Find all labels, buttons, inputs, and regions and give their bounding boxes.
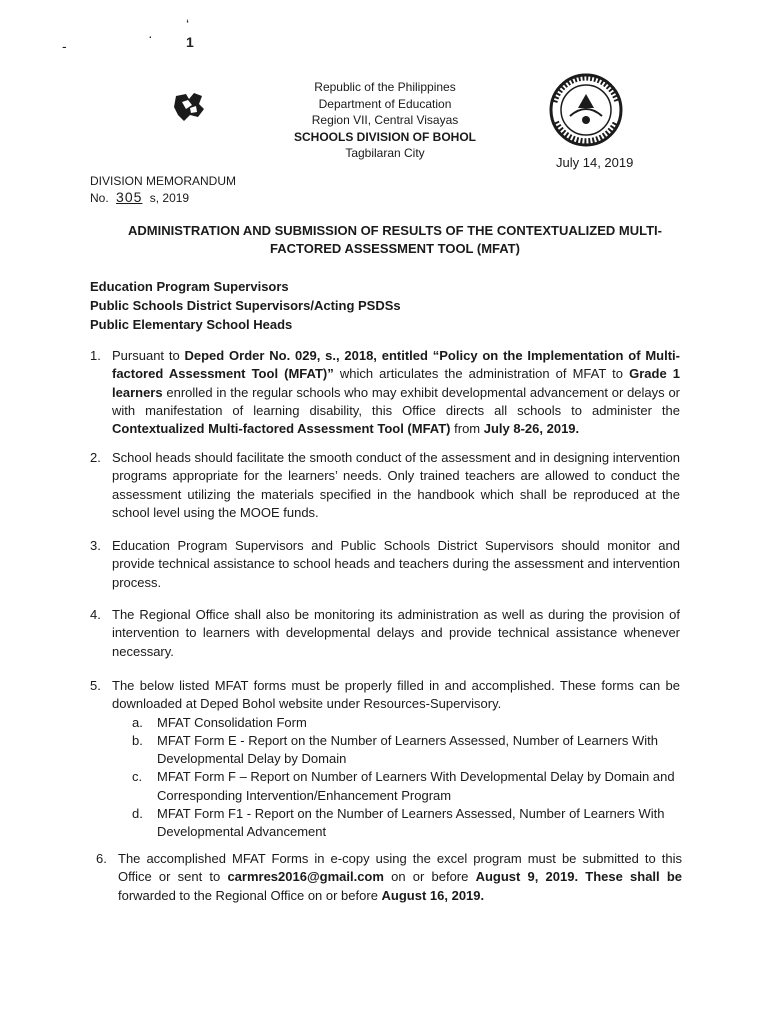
- memo-subject: [110, 222, 680, 258]
- memo-no-label: No.: [90, 191, 109, 205]
- paragraph-number: 4.: [90, 607, 101, 622]
- submission-email: carmres2016@gmail.com: [227, 869, 384, 885]
- list-item: [112, 805, 680, 842]
- paragraph-text: which articulates the administration of MFAT to: [333, 366, 630, 382]
- addressee: Public Elementary School Heads: [90, 317, 293, 332]
- list-item-letter: c.: [132, 769, 143, 785]
- paragraph-number: 3.: [90, 538, 101, 553]
- deped-order-reference: Deped Order No. 029, s., 2018, entitled “Policy on the Implementation of Multi-factored Assessment Tool (MFAT)”: [112, 348, 680, 382]
- assessment-dates: July 8-26, 2019.: [483, 421, 580, 437]
- subject-line-1: ADMINISTRATION AND SUBMISSION OF RESULTS OF THE CONTEXTUALIZED MULTI-: [128, 223, 662, 238]
- paragraph-4: [90, 606, 680, 661]
- list-item-text: MFAT Form F – Report on Number of Learners With Developmental Delay by Domain and Corresponding Intervention/Enhancement Program: [157, 769, 675, 803]
- addressee: Education Program Supervisors: [90, 279, 289, 294]
- paragraph-2: [90, 449, 680, 522]
- paragraph-text: The accomplished MFAT Forms in e-copy using the excel program must be submitted to this Office or sent to: [118, 851, 682, 885]
- list-item-letter: d.: [132, 806, 143, 822]
- addressee: Public Schools District Supervisors/Acting PSDSs: [90, 298, 401, 313]
- grade-1-learners: Grade 1 learners: [112, 366, 681, 400]
- memo-series: s, 2019: [149, 191, 190, 205]
- regional-deadline: August 16, 2019.: [381, 887, 485, 903]
- paragraph-text: on or before: [383, 869, 476, 885]
- mfat-tool-name: Contextualized Multi-factored Assessment Tool (MFAT): [112, 421, 451, 437]
- paragraph-text: enrolled in the regular schools who may exhibit developmental advancement or delays or with manifestation of learning disability, this Office directs all schools to administer the: [112, 384, 680, 418]
- paragraph-number: 1.: [90, 348, 101, 363]
- paragraph-text: The below listed MFAT forms must be properly filled in and accomplished. These forms can be downloaded at Deped Bohol website under Resources-Supervisory.: [112, 678, 680, 712]
- letterhead: [230, 79, 540, 162]
- subject-line-2: FACTORED ASSESSMENT TOOL (MFAT): [270, 241, 520, 256]
- paragraph-text: forwarded to the Regional Office on or before: [118, 887, 382, 903]
- memo-number: 305: [116, 189, 143, 205]
- list-item: [112, 714, 680, 732]
- list-item-text: MFAT Form E - Report on the Number of Learners Assessed, Number of Learners With Developmental Delay by Domain: [157, 732, 658, 767]
- paragraph-text: The Regional Office shall also be monitoring its administration as well as during the provision of intervention to learners with developmental delays and provide technical assistance whenever necessary.: [112, 607, 680, 659]
- memo-number-block: [90, 173, 236, 206]
- paragraph-text: Education Program Supervisors and Public Schools District Supervisors should monitor and provide technical assistance to school heads and teachers during the assessment and intervention process.: [112, 538, 680, 590]
- paragraph-1: [90, 347, 680, 438]
- deped-seal-icon: [172, 90, 206, 124]
- list-item-letter: b.: [132, 732, 143, 748]
- memo-date: July 14, 2019: [556, 155, 634, 170]
- paragraph-number: 5.: [90, 678, 101, 693]
- paragraph-text-bold: These shall be: [585, 869, 683, 885]
- paragraph-3: [90, 537, 680, 592]
- header-region: Region VII, Central Visayas: [311, 113, 459, 128]
- submission-deadline: August 9, 2019.: [475, 869, 579, 885]
- paragraph-6: [96, 850, 682, 905]
- memo-label: DIVISION MEMORANDUM: [90, 174, 237, 188]
- addressees: [90, 277, 401, 334]
- paragraph-text: Pursuant to: [112, 348, 185, 363]
- list-item-text: MFAT Form F1 - Report on the Number of Learners Assessed, Number of Learners With Developmental Advancement: [157, 806, 665, 840]
- paragraph-5: [90, 677, 680, 842]
- list-item-text: MFAT Consolidation Form: [157, 714, 307, 730]
- paragraph-number: 2.: [90, 450, 101, 465]
- paragraph-number: 6.: [96, 851, 107, 866]
- scan-marks: ‘ · 1 -: [62, 16, 194, 54]
- header-department: Department of Education: [318, 96, 452, 111]
- header-division: SCHOOLS DIVISION OF BOHOL: [293, 129, 476, 144]
- paragraph-text: from: [450, 421, 484, 437]
- header-city: Tagbilaran City: [345, 146, 425, 161]
- paragraph-text: School heads should facilitate the smooth conduct of the assessment and in designing intervention programs appropriate for the learners’ needs. Only trained teachers are allowed to conduct the assessment utilizing the materials specified in the handbook which shall be reproduced at the school level using the MOOE funds.: [112, 450, 680, 520]
- list-item: [112, 732, 680, 769]
- header-republic: Republic of the Philippines: [314, 80, 456, 94]
- list-item-letter: a.: [132, 714, 143, 730]
- division-seal-icon: [548, 72, 624, 148]
- list-item: [112, 768, 680, 805]
